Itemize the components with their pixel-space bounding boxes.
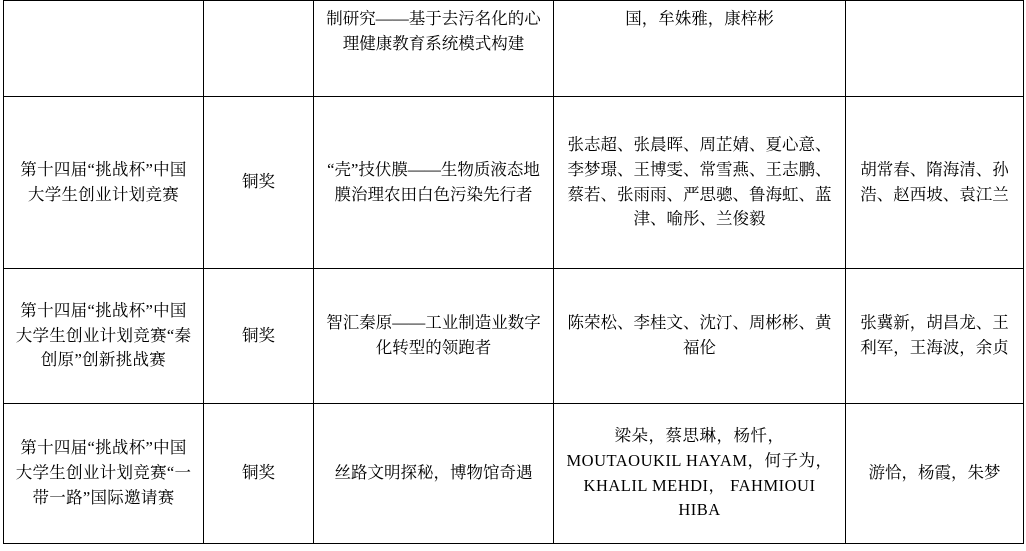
cell-project: 制研究——基于去污名化的心理健康教育系统模式构建 [314, 1, 554, 97]
cell-level: 铜奖 [204, 269, 314, 404]
cell-competition [4, 1, 204, 97]
table-row [4, 269, 1024, 404]
cell-advisors: 游恰，杨霞，朱梦 [846, 404, 1024, 544]
table-row [4, 1, 1024, 97]
cell-competition: 第十四届“挑战杯”中国大学生创业计划竞赛“一带一路”国际邀请赛 [4, 404, 204, 544]
table-row [4, 404, 1024, 544]
cell-level: 铜奖 [204, 404, 314, 544]
cell-advisors: 张冀新，胡昌龙、王利军，王海波，余贞 [846, 269, 1024, 404]
cell-students: 张志超、张晨晖、周芷婧、夏心意、李梦璟、王博雯、常雪燕、王志鹏、蔡若、张雨雨、严思骢、鲁海虹、蓝津、喻彤、兰俊毅 [554, 97, 846, 269]
cell-advisors: 胡常春、隋海清、孙浩、赵西坡、袁江兰 [846, 97, 1024, 269]
cell-level [204, 1, 314, 97]
cell-project: “壳”技伏膜——生物质液态地膜治理农田白色污染先行者 [314, 97, 554, 269]
table-body [4, 1, 1024, 544]
cell-advisors [846, 1, 1024, 97]
award-records-table [3, 0, 1024, 544]
table-row [4, 97, 1024, 269]
cell-project: 智汇秦原——工业制造业数字化转型的领跑者 [314, 269, 554, 404]
cell-competition: 第十四届“挑战杯”中国大学生创业计划竞赛“秦创原”创新挑战赛 [4, 269, 204, 404]
cell-students: 国，牟姝雅，康梓彬 [554, 1, 846, 97]
cell-students: 陈荣松、李桂文、沈汀、周彬彬、黄福伦 [554, 269, 846, 404]
cell-competition: 第十四届“挑战杯”中国大学生创业计划竞赛 [4, 97, 204, 269]
cell-level: 铜奖 [204, 97, 314, 269]
cell-students: 梁朵，蔡思琳，杨忏，MOUTAOUKIL HAYAM，何子为，KHALIL MEHDI， FAHMIOUI HIBA [554, 404, 846, 544]
cell-project: 丝路文明探秘，博物馆奇遇 [314, 404, 554, 544]
